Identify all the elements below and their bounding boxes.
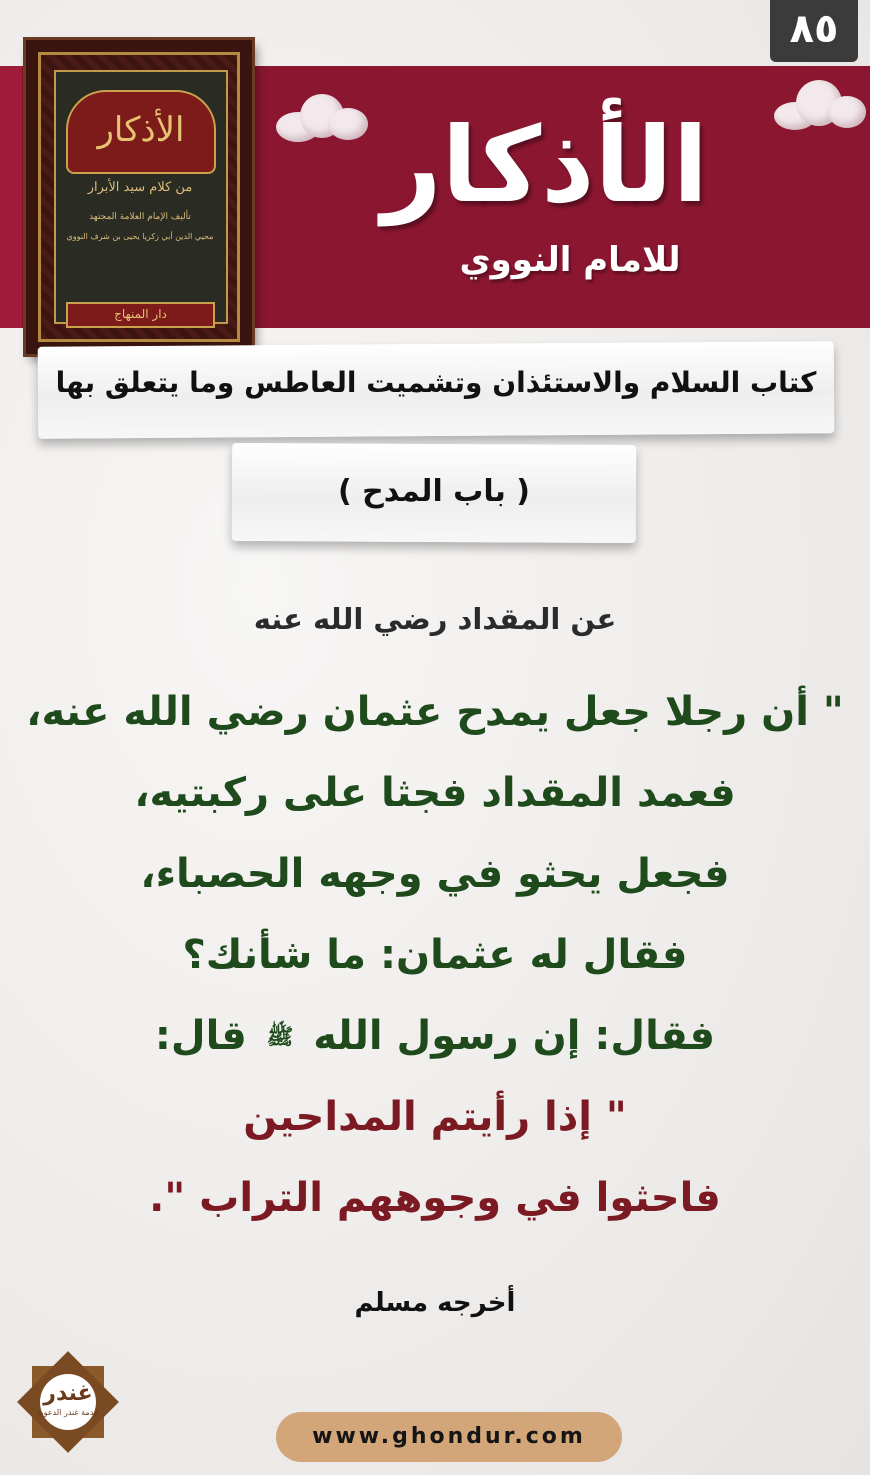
book-section-title: كتاب السلام والاستئذان وتشميت العاطس وما يتعلق بها xyxy=(55,366,817,399)
book-cover-title: الأذكار xyxy=(66,90,216,174)
banner-left-accent xyxy=(0,66,22,328)
hadith-text xyxy=(20,672,850,1239)
hadith-line-5-start: فقال: إن رسول الله xyxy=(313,1013,716,1059)
hadith-line-1: " أن رجلا جعل يمدح عثمان رضي الله عنه، xyxy=(26,689,844,735)
hadith-line-5 xyxy=(20,996,850,1077)
logo-name: غندر xyxy=(43,1381,93,1406)
page-number-tab: ٨٥ xyxy=(770,0,858,62)
hadith-line-6: " إذا رأيتم المداحين xyxy=(243,1094,627,1140)
hadith-line-7: فاحثوا في وجوههم التراب ". xyxy=(149,1175,721,1221)
page-title: الأذكار xyxy=(381,104,709,226)
book-cover-line1: من كلام سيد الأبرار xyxy=(87,180,193,195)
book-cover-line3: محيي الدين أبي زكريا يحيى بن شرف النووي xyxy=(66,232,214,241)
hadith-line-5-end: قال: xyxy=(154,1013,247,1059)
hadith-line-4: فقال له عثمان: ما شأنك؟ xyxy=(182,932,688,978)
book-cover-line2: تأليف الإمام العلامة المجتهد xyxy=(89,212,191,222)
hadith-line-3: فجعل يحثو في وجهه الحصباء، xyxy=(140,851,730,897)
book-cover-panel xyxy=(54,70,228,324)
hadith-source: أخرجه مسلم xyxy=(354,1288,516,1318)
ghondur-logo xyxy=(18,1352,118,1452)
narrator-line: عن المقداد رضي الله عنه xyxy=(253,602,617,636)
logo-tagline: خدمة غندر الدعوية xyxy=(37,1408,99,1417)
hadith-line-2: فعمد المقداد فجثا على ركبتيه، xyxy=(134,770,736,816)
page-subtitle: للامام النووي xyxy=(459,240,681,280)
salawat-icon: ﷺ xyxy=(266,1025,294,1050)
book-cover-image xyxy=(26,40,252,354)
chapter-title: ( باب المدح ) xyxy=(337,474,531,509)
book-cover-publisher: دار المنهاج xyxy=(66,302,215,328)
website-link[interactable]: www.ghondur.com xyxy=(276,1412,622,1462)
